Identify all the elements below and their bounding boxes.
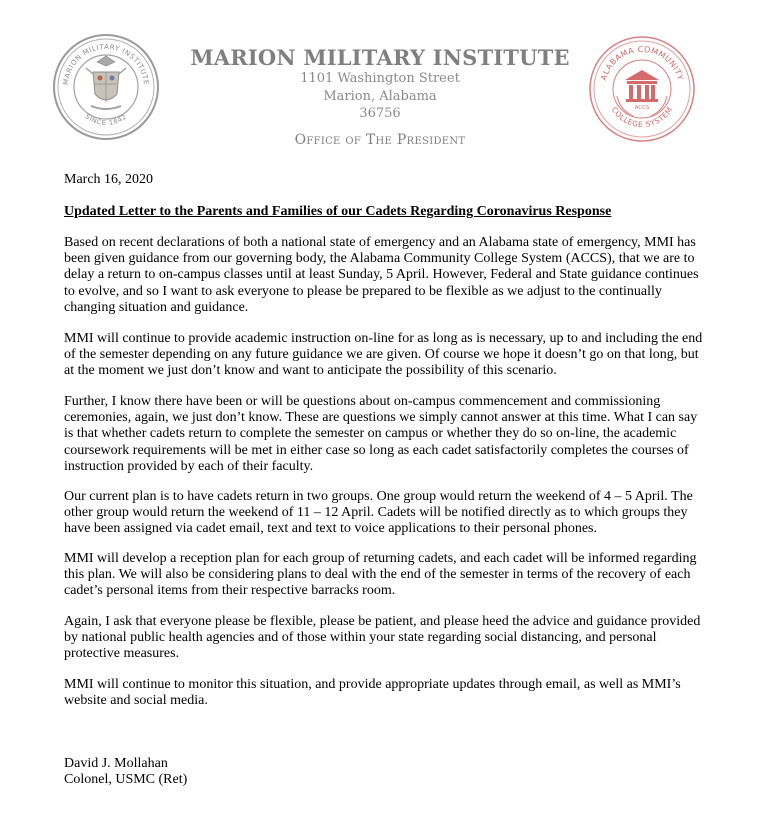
paragraph-3: Further, I know there have been or will be questions about on-campus commencement and commissioning ceremonies, again, we just don’t know. These are questions we simply cannot answer at this time. What I can say is that whether cadets return to complete the semester on campus or whether they do so on-line, the academic coursework requirements will be met in either case so long as each cadet satisfactorily completes the courses of instruction provided by each of their faculty.: [64, 394, 698, 474]
accs-seal-logo: [587, 34, 697, 144]
svg-text:ACCS: ACCS: [634, 105, 650, 111]
signature-name: David J. Mollahan: [64, 756, 168, 771]
svg-text:MARION MILITARY INSTITUTE: MARION MILITARY INSTITUTE: [61, 42, 151, 86]
institution-name: MARION MILITARY INSTITUTE: [190, 45, 570, 70]
mmi-seal-graphic: [51, 32, 161, 142]
letter-date: March 16, 2020: [64, 172, 154, 187]
office-of-president: Office of The President: [294, 132, 466, 148]
svg-text:COLLEGE SYSTEM: COLLEGE SYSTEM: [609, 105, 675, 130]
mmi-seal-logo: [51, 32, 161, 142]
svg-text:SINCE 1842: SINCE 1842: [83, 112, 129, 128]
paragraph-6: Again, I ask that everyone please be flexible, please be patient, and please heed the advice and guidance provided by national public health agencies and of those within your state regarding social distancing, and personal protective measures.: [64, 614, 701, 662]
address-zip: 36756: [359, 106, 401, 121]
address-city: Marion, Alabama: [323, 89, 437, 104]
svg-text:ALABAMA COMMUNITY: ALABAMA COMMUNITY: [599, 44, 685, 82]
paragraph-2: MMI will continue to provide academic instruction on-line for as long as is necessary, up to and including the end of the semester depending on any future guidance we are given. Of course we hope it doesn’t go on that long, but at the moment we just don’t know and want to anticipate the possibility of this scenario.: [64, 331, 703, 379]
paragraph-4: Our current plan is to have cadets return in two groups. One group would return the weekend of 4 – 5 April. The other group would return the weekend of 11 – 12 April. Cadets will be notified directly as to which groups they have been assigned via cadet email, text and text to voice applications to their personal phones.: [64, 489, 693, 537]
signature-title: Colonel, USMC (Ret): [64, 772, 188, 787]
paragraph-1: Based on recent declarations of both a national state of emergency and an Alabama state of emergency, MMI has been given guidance from our governing body, the Alabama Community College System (ACCS), that we are to delay a return to on-campus classes until at least Sunday, 5 April. However, Federal and State guidance continues to evolve, and so I want to ask everyone to please be prepared to be flexible as we adjust to the continually changing situation and guidance.: [64, 235, 699, 315]
paragraph-5: MMI will develop a reception plan for each group of returning cadets, and each cadet will be informed regarding this plan. We will also be considering plans to deal with the end of the semester in terms of the recovery of each cadet’s personal items from their respective barracks room.: [64, 551, 697, 599]
paragraph-7: MMI will continue to monitor this situation, and provide appropriate updates through email, as well as MMI’s website and social media.: [64, 677, 681, 709]
accs-seal-graphic: [587, 34, 697, 144]
address-street: 1101 Washington Street: [300, 71, 460, 86]
letter-subject: Updated Letter to the Parents and Families of our Cadets Regarding Coronavirus Response: [64, 204, 612, 219]
